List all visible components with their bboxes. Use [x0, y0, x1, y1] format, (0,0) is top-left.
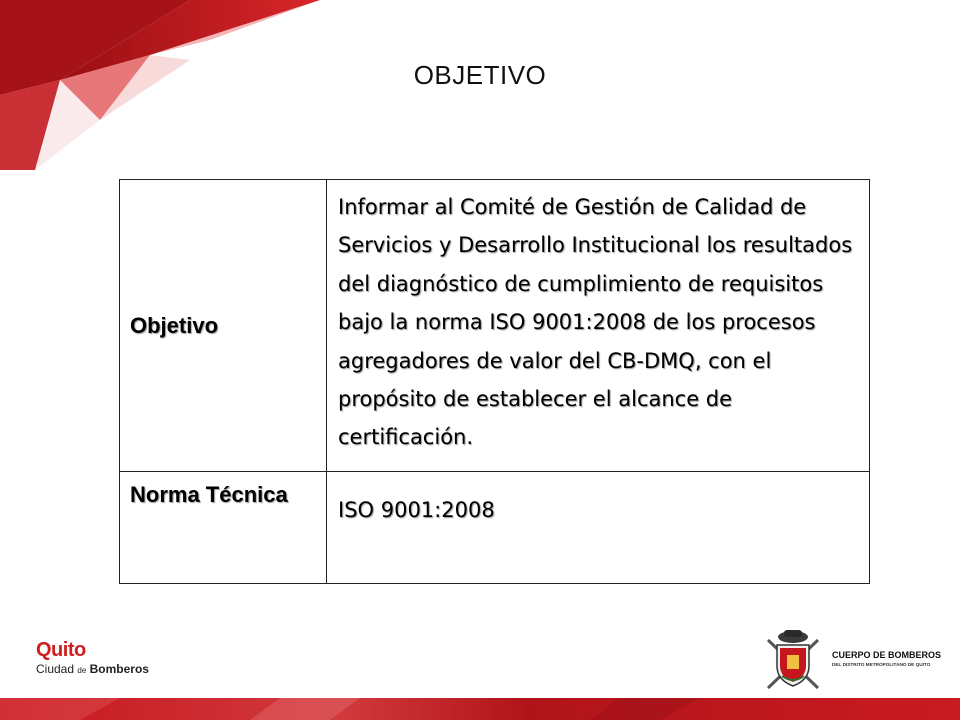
table-label-cell: Norma Técnica: [120, 472, 327, 584]
org-name-line2: DEL DISTRITO METROPOLITANO DE QUITO: [832, 662, 931, 667]
table-value-cell: Informar al Comité de Gestión de Calidad de Servicios y Desarrollo Institucional los resultados del diagnóstico de cumplimiento de requisitos bajo la norma ISO 9001:2008 de los procesos agregadores de valor del CB-DMQ, con el propósito de establecer el alcance de certificación.: [327, 180, 870, 472]
bottom-red-band: [0, 698, 960, 720]
quito-brand-text: Quito: [36, 639, 86, 661]
page-title: OBJETIVO: [413, 60, 547, 90]
org-name-line1: CUERPO DE BOMBEROS: [832, 650, 942, 660]
fire-department-seal-icon: [760, 626, 826, 692]
quito-tagline: [36, 661, 149, 679]
tagline-prefix: Ciudad: [36, 662, 75, 676]
table-row: [120, 180, 870, 472]
table-row: [120, 472, 870, 584]
fire-department-name: [832, 650, 960, 668]
tagline-suffix: Bomberos: [89, 662, 149, 676]
quito-logo: [36, 640, 149, 679]
objective-table: [119, 179, 870, 584]
tagline-connector: de: [77, 666, 87, 675]
table-label-cell: Objetivo: [120, 180, 327, 472]
table-value-cell: ISO 9001:2008: [327, 472, 870, 584]
